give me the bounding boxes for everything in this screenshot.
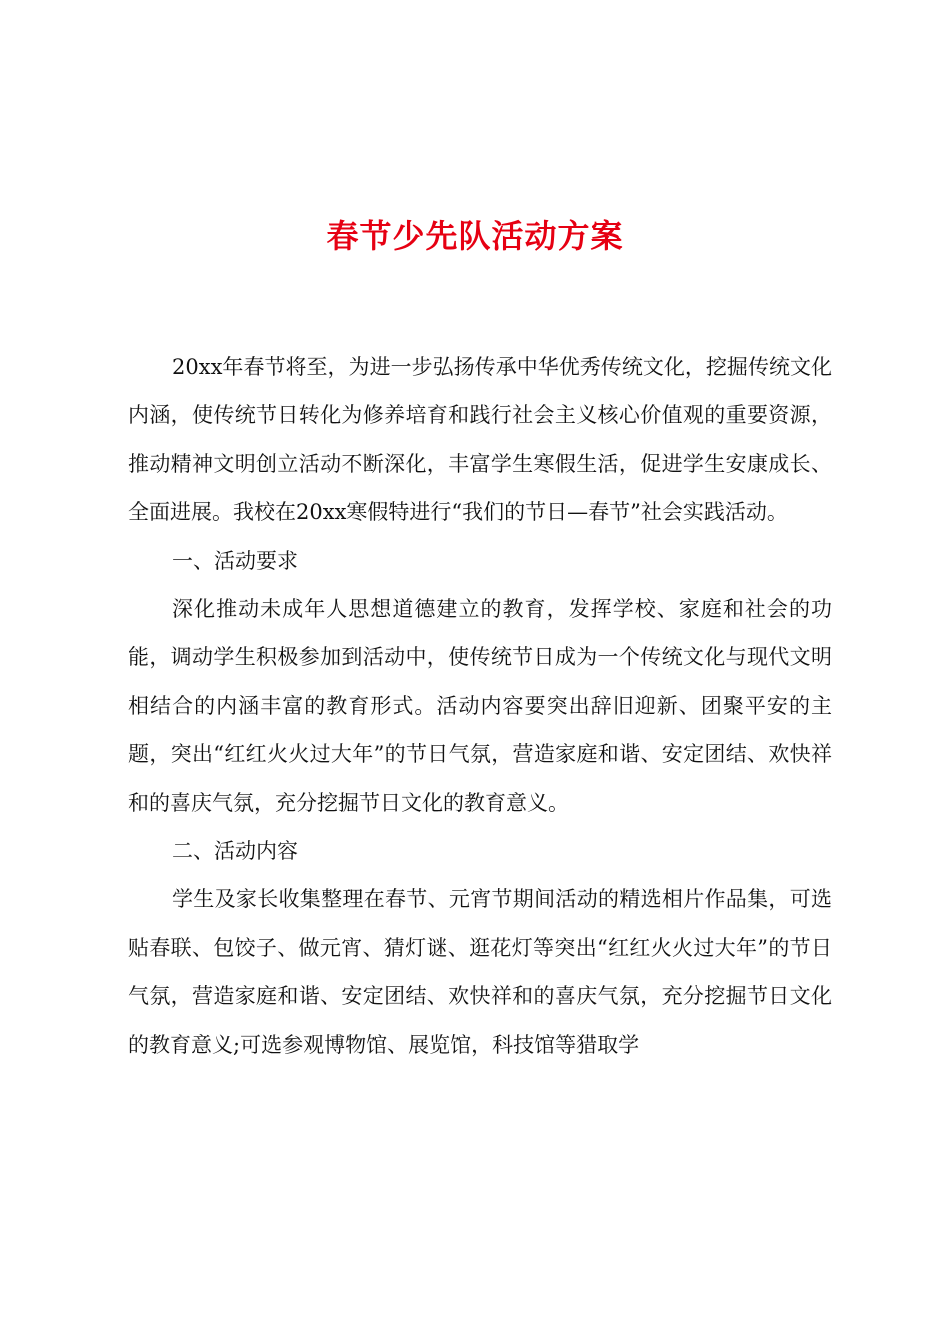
requirements-paragraph: 深化推动未成年人思想道德建立的教育，发挥学校、家庭和社会的功能，调动学生积极参加到活动中，使传统节日成为一个传统文化与现代文明相结合的内涵丰富的教育形式。活动内容要突出辞旧迎新、团聚平安的主题，突出“红红火火过大年”的节日气氛，营造家庭和谐、安定团结、欢快祥和的喜庆气氛，充分挖掘节日文化的教育意义。 <box>128 597 832 815</box>
section-heading-requirements: 一、活动要求 <box>172 548 298 573</box>
document-title: 春节少先队活动方案 <box>326 217 624 255</box>
document-body <box>128 343 832 1069</box>
intro-paragraph: 20xx年春节将至，为进一步弘扬传承中华优秀传统文化，挖掘传统文化内涵，使传统节日转化为修养培育和践行社会主义核心价值观的重要资源，推动精神文明创立活动不断深化，丰富学生寒假生活，促进学生安康成长、全面进展。我校在20xx寒假特进行“我们的节日—春节”社会实践活动。 <box>128 355 832 525</box>
section-heading-content: 二、活动内容 <box>172 839 298 864</box>
content-paragraph: 学生及家长收集整理在春节、元宵节期间活动的精选相片作品集，可选贴春联、包饺子、做元宵、猜灯谜、逛花灯等突出“红红火火过大年”的节日气氛，营造家庭和谐、安定团结、欢快祥和的喜庆气氛，充分挖掘节日文化的教育意义;可选参观博物馆、展览馆，科技馆等猎取学 <box>128 887 832 1057</box>
